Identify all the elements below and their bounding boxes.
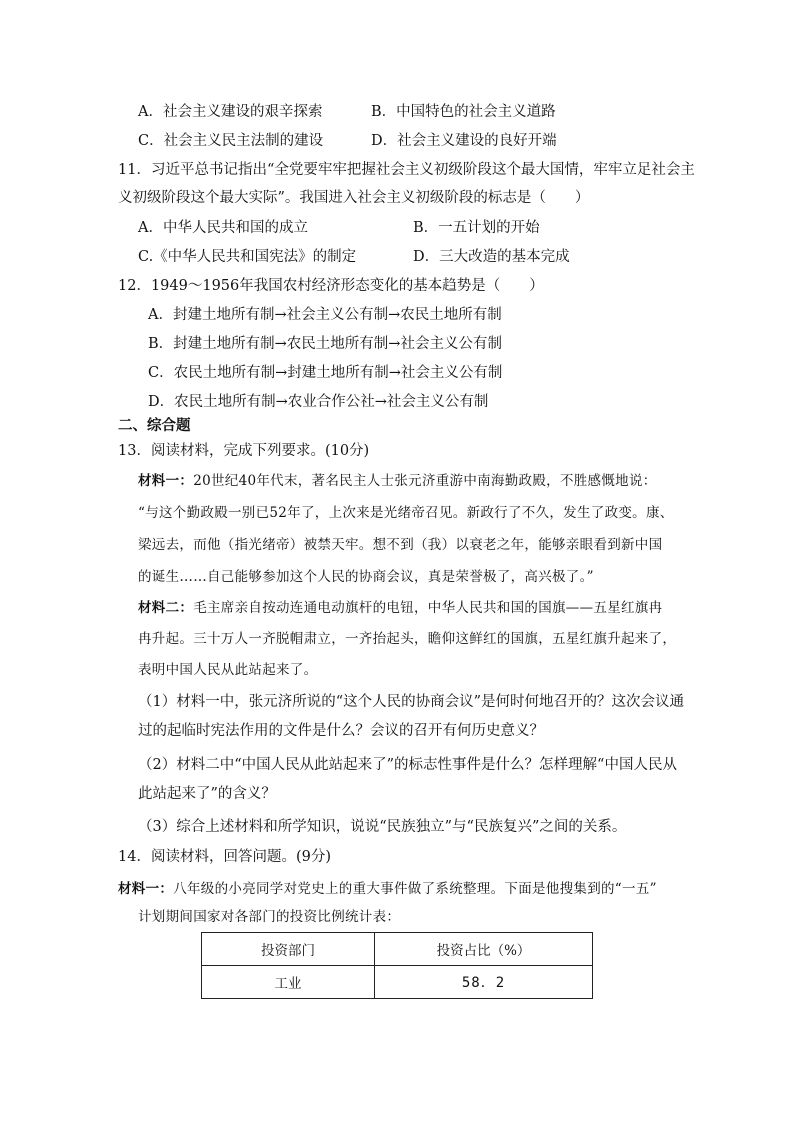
table-cell: 58．2 xyxy=(375,966,593,999)
q12-stem: 12．1949～1956年我国农村经济形态变化的基本趋势是（ ） xyxy=(118,278,544,294)
q13-stem: 13．阅读材料，完成下列要求。(10分) xyxy=(118,443,370,459)
q11-option-c: C.《中华人民共和国宪法》的制定 xyxy=(138,249,357,265)
q11-stem-line2: 义初级阶段这个最大实际”。我国进入社会主义初级阶段的标志是（ ） xyxy=(118,190,590,206)
q13-material1-line1 xyxy=(138,471,657,491)
q13-material1-line2: “与这个勤政殿一别已52年了，上次来是光绪帝召见。新政行了不久，发生了政变。康、 xyxy=(138,505,674,521)
table-header-cell: 投资部门 xyxy=(202,933,375,966)
q13-sub2-line1: （2）材料二中“中国人民从此站起来了”的标志性事件是什么？怎样理解“中国人民从 xyxy=(138,757,677,773)
q14-material1-text: 八年级的小亮同学对党史上的重大事件做了系统整理。下面是他搜集到的“一五” xyxy=(173,881,657,897)
q13-material2-text: 毛主席亲自按动连通电动旗杆的电钮，中华人民共和国的国旗——五星红旗冉 xyxy=(193,600,663,616)
q13-material2-line3: 表明中国人民从此站起来了。 xyxy=(138,662,318,678)
q10-option-c: C．社会主义民主法制的建设 xyxy=(138,133,324,149)
table-cell: 工业 xyxy=(202,966,375,999)
q10-option-a: A．社会主义建设的艰辛探索 xyxy=(138,104,323,120)
q13-material1-line3: 梁远去，而他（指光绪帝）被禁天牢。想不到（我）以衰老之年，能够亲眼看到新中国 xyxy=(138,537,663,553)
q14-stem: 14．阅读材料，回答问题。(9分) xyxy=(118,849,331,865)
q13-sub2-line2: 此站起来了”的含义？ xyxy=(138,786,276,802)
q11-stem-line1: 11．习近平总书记指出“全党要牢牢把握社会主义初级阶段这个最大国情，牢牢立足社会主 xyxy=(118,162,695,178)
q14-material1-line1 xyxy=(118,879,657,899)
q13-material2-line2: 冉升起。三十万人一齐脱帽肃立，一齐抬起头，瞻仰这鲜红的国旗，五星红旗升起来了， xyxy=(138,631,677,647)
q14-material1-label: 材料一： xyxy=(118,881,174,897)
investment-table xyxy=(201,932,593,999)
q13-sub1-line1: （1）材料一中，张元济所说的“这个人民的协商会议”是何时何地召开的？这次会议通 xyxy=(138,694,685,710)
q10-option-b: B．中国特色的社会主义道路 xyxy=(371,104,556,120)
table-header-row xyxy=(202,933,593,966)
q10-option-d: D．社会主义建设的良好开端 xyxy=(371,133,557,149)
q11-option-a: A．中华人民共和国的成立 xyxy=(138,220,308,236)
q13-material1-line4: 的诞生……自己能够参加这个人民的协商会议，真是荣誉极了，高兴极了。” xyxy=(138,569,594,585)
q11-option-b: B．一五计划的开始 xyxy=(413,220,540,236)
table-header-cell: 投资占比（%） xyxy=(375,933,593,966)
q12-option-d: D．农民土地所有制→农业合作公社→社会主义公有制 xyxy=(148,394,489,410)
q13-sub3: （3）综合上述材料和所学知识，说说“民族独立”与“民族复兴”之间的关系。 xyxy=(138,819,627,835)
table-row xyxy=(202,966,593,999)
q13-material2-line1 xyxy=(138,598,662,618)
q13-material2-label: 材料二： xyxy=(138,600,194,616)
q12-option-a: A．封建土地所有制→社会主义公有制→农民土地所有制 xyxy=(148,307,502,323)
q13-material1-label: 材料一： xyxy=(138,473,194,489)
q11-option-d: D．三大改造的基本完成 xyxy=(413,249,570,265)
q12-option-c: C．农民土地所有制→封建土地所有制→社会主义公有制 xyxy=(148,365,503,381)
q13-sub1-line2: 过的起临时宪法作用的文件是什么？会议的召开有何历史意义？ xyxy=(138,723,544,739)
section-title: 二、综合题 xyxy=(118,417,191,434)
q13-material1-text: 20世纪40年代末，著名民主人士张元济重游中南海勤政殿，不胜感慨地说： xyxy=(193,473,657,489)
q12-option-b: B．封建土地所有制→农民土地所有制→社会主义公有制 xyxy=(148,336,502,352)
q14-material1-line2: 计划期间国家对各部门的投资比例统计表： xyxy=(138,909,401,925)
